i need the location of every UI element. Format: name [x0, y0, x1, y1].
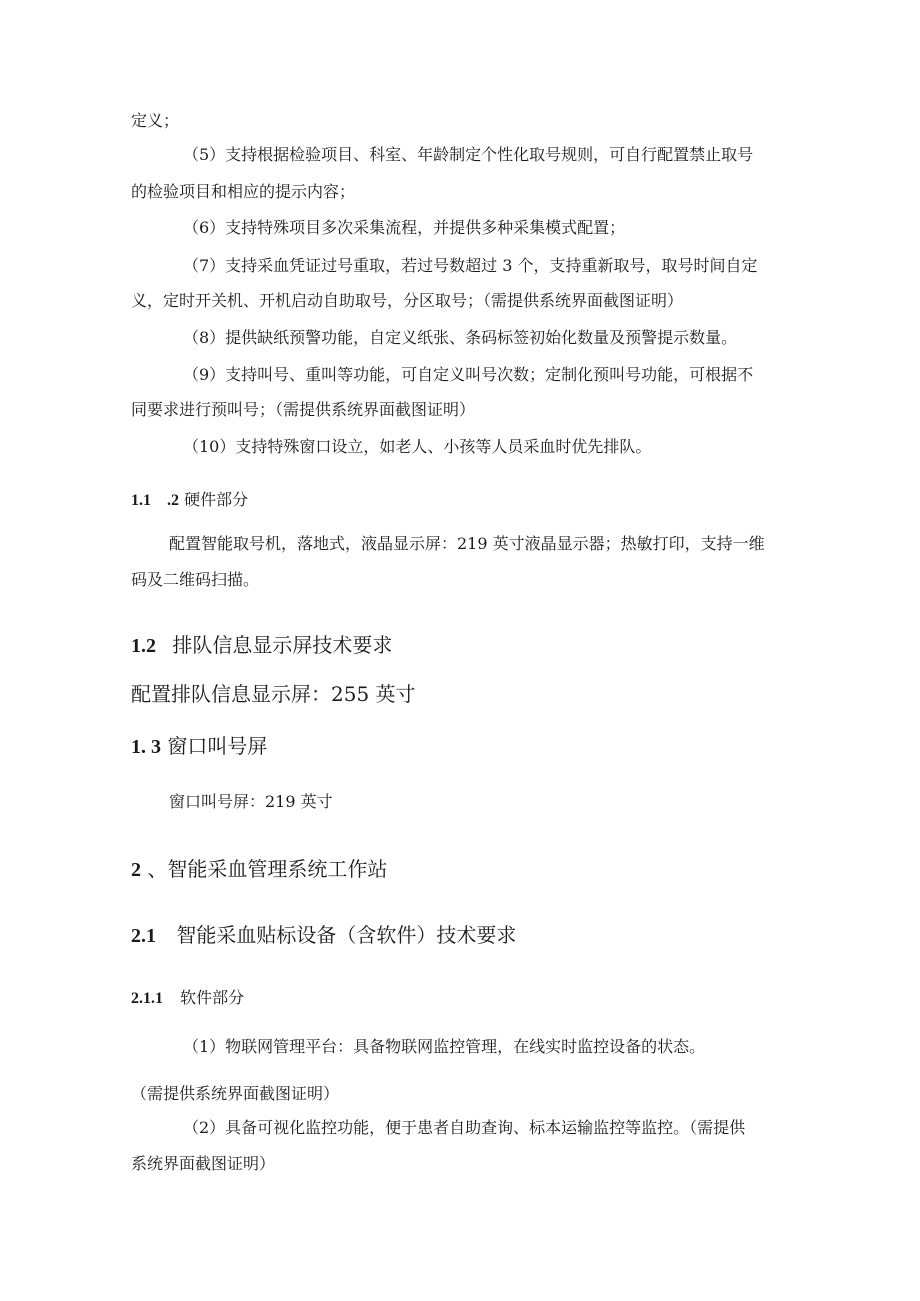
section-number: 1.2 — [131, 635, 156, 657]
paragraph-line: 配置排队信息显示屏：255 英寸 — [131, 682, 416, 706]
section-title: 排队信息显示屏技术要求 — [172, 633, 393, 657]
paragraph-line: 配置智能取号机，落地式，液晶显示屏：219 英寸液晶显示器；热敏打印，支持一维 — [169, 534, 765, 553]
section-title: 窗口叫号屏 — [167, 734, 268, 758]
paragraph-line: （9）支持叫号、重叫等功能，可自定义叫号次数；定制化预叫号功能，可根据不 — [183, 365, 754, 384]
section-title: 软件部分 — [180, 988, 245, 1007]
section-title: 硬件部分 — [184, 490, 249, 509]
section-heading — [131, 489, 248, 512]
section-number: 2.1.1 — [131, 990, 163, 1007]
section-number: 1.1 .2 — [131, 492, 180, 509]
section-title: 、智能采血管理系统工作站 — [147, 857, 388, 881]
section-heading — [131, 632, 392, 659]
paragraph-line: （7）支持采血凭证过号重取，若过号数超过 3 个，支持重新取号，取号时间自定 — [183, 256, 758, 275]
paragraph-line: （1）物联网管理平台：具备物联网监控管理，在线实时监控设备的状态。 — [183, 1037, 706, 1056]
section-number: 1. 3 — [131, 736, 161, 758]
paragraph-line: （需提供系统界面截图证明） — [131, 1084, 340, 1103]
paragraph-line: （8）提供缺纸预警功能，自定义纸张、条码标签初始化数量及预警提示数量。 — [183, 328, 738, 347]
paragraph-line: 同要求进行预叫号；（需提供系统界面截图证明） — [131, 400, 476, 419]
section-title: 智能采血贴标设备（含软件）技术要求 — [176, 923, 517, 947]
paragraph-line: （5）支持根据检验项目、科室、年龄制定个性化取号规则，可自行配置禁止取号 — [183, 145, 754, 164]
paragraph-line: （10）支持特殊窗口设立，如老人、小孩等人员采血时优先排队。 — [183, 437, 652, 456]
section-heading — [131, 922, 516, 949]
paragraph-line: （2）具备可视化监控功能，便于患者自助查询、标本运输监控等监控。（需提供 — [183, 1118, 746, 1137]
section-heading — [131, 987, 244, 1010]
paragraph-line: 义，定时开关机、开机启动自助取号，分区取号；（需提供系统界面截图证明） — [131, 291, 684, 310]
paragraph-line: 窗口叫号屏：219 英寸 — [169, 792, 333, 811]
paragraph-line: 定义； — [131, 111, 180, 130]
section-heading — [131, 733, 267, 760]
section-heading — [131, 856, 387, 883]
paragraph-line: 的检验项目和相应的提示内容； — [131, 182, 356, 201]
section-number: 2.1 — [131, 925, 156, 947]
paragraph-line: 码及二维码扫描。 — [131, 570, 260, 589]
paragraph-line: （6）支持特殊项目多次采集流程，并提供多种采集模式配置； — [183, 218, 626, 237]
section-number: 2 — [131, 859, 141, 881]
paragraph-line: 系统界面截图证明） — [131, 1154, 276, 1173]
